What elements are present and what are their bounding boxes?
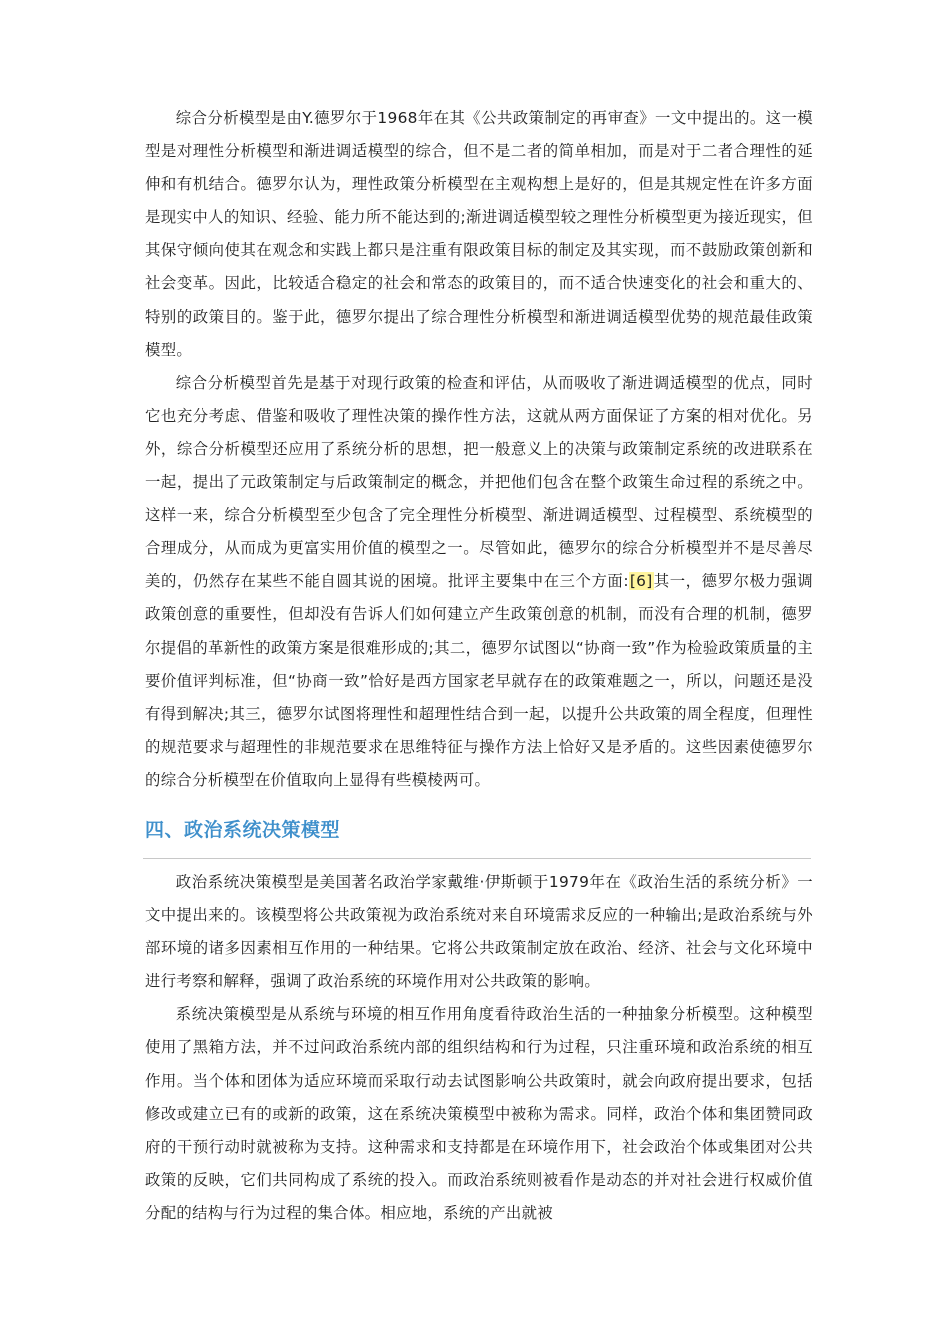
paragraph-3: 政治系统决策模型是美国著名政治学家戴维·伊斯顿于1979年在《政治生活的系统分析》一文中提出来的。该模型将公共政策视为政治系统对来自环境需求反应的一种输出;是政治系统与外部环境的诸多因素相互作用的一种结果。它将公共政策制定放在政治、经济、社会与文化环境中进行考察和解释，强调了政治系统的环境作用对公共政策的影响。 — [145, 873, 813, 991]
section-heading: 四、政治系统决策模型 — [145, 819, 341, 841]
paragraph-1: 综合分析模型是由Y.德罗尔于1968年在其《公共政策制定的再审查》一文中提出的。这一模型是对理性分析模型和渐进调适模型的综合，但不是二者的简单相加，而是对于二者合理性的延伸和有机结合。德罗尔认为，理性政策分析模型在主观构想上是好的，但是其规定性在许多方面是现实中人的知识、经验、能力所不能达到的;渐进调适模型较之理性分析模型更为接近现实，但其保守倾向使其在观念和实践上都只是注重有限政策目标的制定及其实现，而不鼓励政策创新和社会变革。因此，比较适合稳定的社会和常态的政策目的，而不适合快速变化的社会和重大的、特别的政策目的。鉴于此，德罗尔提出了综合理性分析模型和渐进调适模型优势的规范最佳政策模型。 — [145, 109, 813, 359]
reference-marker[interactable]: [6] — [629, 572, 653, 591]
paragraph-2-text-b: 其一，德罗尔极力强调政策创意的重要性，但却没有告诉人们如何建立产生政策创意的机制，而没有合理的机制，德罗尔提倡的革新性的政策方案是很难形成的;其二，德罗尔试图以“协商一致”作为检验政策质量的主要价值评判标准，但“协商一致”恰好是西方国家老早就存在的政策难题之一，所以，问题还是没有得到解决;其三，德罗尔试图将理性和超理性结合到一起，以提升公共政策的周全程度，但理性的规范要求与超理性的非规范要求在思维特征与操作方法上恰好又是矛盾的。这些因素使德罗尔的综合分析模型在价值取向上显得有些模棱两可。 — [145, 572, 813, 789]
paragraph-2 — [145, 367, 813, 797]
paragraph-2-text-a: 综合分析模型首先是基于对现行政策的检查和评估，从而吸收了渐进调适模型的优点，同时它也充分考虑、借鉴和吸收了理性决策的操作性方法，这就从两方面保证了方案的相对优化。另外，综合分析模型还应用了系统分析的思想，把一般意义上的决策与政策制定系统的改进联系在一起，提出了元政策制定与后政策制定的概念，并把他们包含在整个政策生命过程的系统之中。这样一来，综合分析模型至少包含了完全理性分析模型、渐进调适模型、过程模型、系统模型的合理成分，从而成为更富实用价值的模型之一。尽管如此，德罗尔的综合分析模型并不是尽善尽美的，仍然存在某些不能自圆其说的困境。批评主要集中在三个方面: — [145, 373, 813, 591]
section-1-body — [145, 102, 813, 797]
heading-divider — [143, 858, 811, 859]
section-2-body — [145, 866, 813, 1230]
paragraph-4: 系统决策模型是从系统与环境的相互作用角度看待政治生活的一种抽象分析模型。这种模型使用了黑箱方法，并不过问政治系统内部的组织结构和行为过程，只注重环境和政治系统的相互作用。当个体和团体为适应环境而采取行动去试图影响公共政策时，就会向政府提出要求，包括修改或建立已有的或新的政策，这在系统决策模型中被称为需求。同样，政治个体和集团赞同政府的干预行动时就被称为支持。这种需求和支持都是在环境作用下，社会政治个体或集团对公共政策的反映，它们共同构成了系统的投入。而政治系统则被看作是动态的并对社会进行权威价值分配的结构与行为过程的集合体。相应地，系统的产出就被 — [145, 1005, 813, 1222]
